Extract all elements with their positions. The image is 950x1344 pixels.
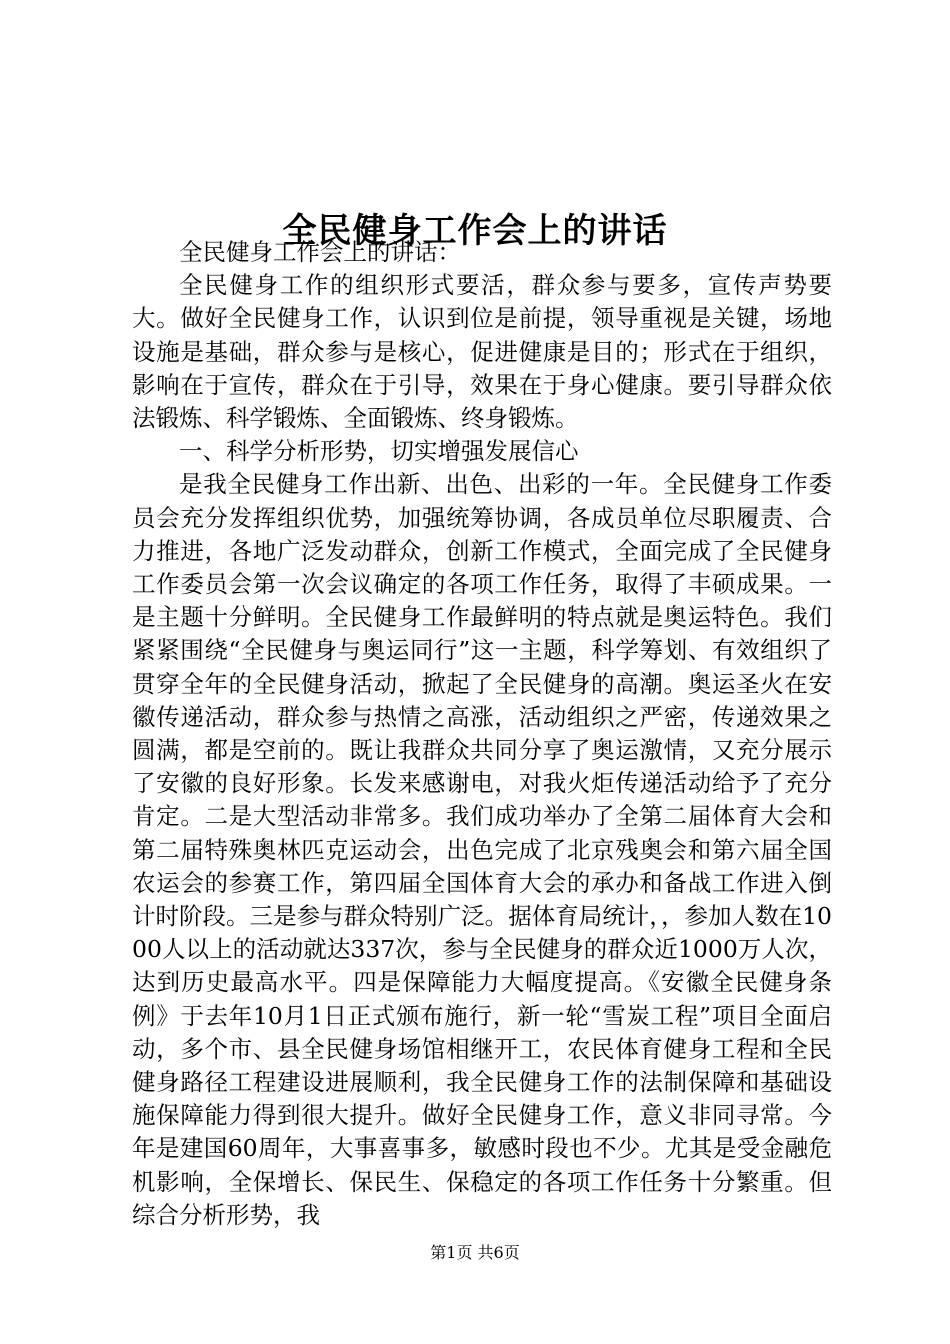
page-footer: 第1页 共6页 bbox=[430, 1243, 520, 1262]
paragraph-greeting: 全民健身工作会上的讲话： bbox=[179, 238, 461, 266]
document-body bbox=[132, 236, 832, 1232]
section-heading-1: 一、科学分析形势，切实增强发展信心 bbox=[179, 437, 579, 466]
paragraph-intro: 全民健身工作的组织形式要活，群众参与要多，宣传声势要大。做好全民健身工作，认识到位是前提，领导重视是关键，场地设施是基础，群众参与是核心，促进健康是目的；形式在于组织，影响在于宣传，群众在于引导，效果在于身心健康。要引导群众依法锻炼、科学锻炼、全面锻炼、终身锻炼。 bbox=[132, 271, 832, 433]
paragraph-main: 是我全民健身工作出新、出色、出彩的一年。全民健身工作委员会充分发挥组织优势，加强统筹协调，各成员单位尽职履责、合力推进，各地广泛发动群众，创新工作模式，全面完成了全民健身工作委员会第一次会议确定的各项工作任务，取得了丰硕成果。一是主题十分鲜明。全民健身工作最鲜明的特点就是奥运特色。我们紧紧围绕“全民健身与奥运同行”这一主题，科学筹划、有效组织了贯穿全年的全民健身活动，掀起了全民健身的高潮。奥运圣火在安徽传递活动，群众参与热情之高涨，活动组织之严密，传递效果之圆满，都是空前的。既让我群众共同分享了奥运激情，又充分展示了安徽的良好形象。长发来感谢电，对我火炬传递活动给予了充分肯定。二是大型活动非常多。我们成功举办了全第二届体育大会和第二届特殊奥林匹克运动会，出色完成了北京残奥会和第六届全国农运会的参赛工作，第四届全国体育大会的承办和备战工作进入倒计时阶段。三是参与群众特别广泛。据体育局统计，，参加人数在1000人以上的活动就达337次，参与全民健身的群众近1000万人次，达到历史最高水平。四是保障能力大幅度提高。《安徽全民健身条例》于去年10月1日正式颁布施行，新一轮“雪炭工程”项目全面启动，多个市、县全民健身场馆相继开工，农民体育健身工程和全民健身路径工程建设进展顺利，我全民健身工作的法制保障和基础设施保障能力得到很大提升。做好全民健身工作，意义非同寻常。今年是建国60周年，大事喜事多，敏感时段也不少。尤其是受金融危机影响，全保增长、保民生、保稳定的各项工作任务十分繁重。但综合分析形势，我 bbox=[132, 470, 832, 1229]
document-title: 全民健身工作会上的讲话 bbox=[282, 210, 668, 251]
